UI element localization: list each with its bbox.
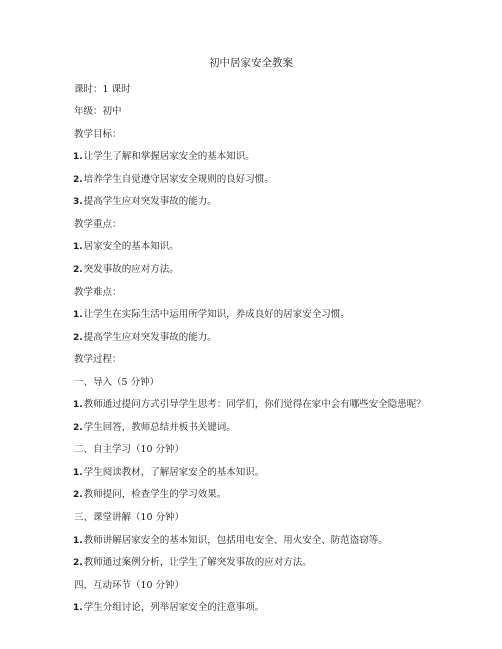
line-text: 教学难点：: [74, 286, 122, 298]
text-line: [73, 308, 350, 322]
line-number: 2.: [73, 558, 83, 568]
line-text: 三、课堂讲解（10 分钟）: [74, 511, 185, 523]
line-number: 1.: [73, 467, 83, 478]
line-text: 教学过程：: [74, 354, 122, 366]
line-text: 四、互动环节（10 分钟）: [74, 579, 185, 591]
text-line: [73, 376, 159, 390]
text-line: [73, 218, 122, 232]
line-text: 教师讲解居家安全的基本知识，包括用电安全、用火安全、防范盗窃等。: [83, 534, 388, 546]
line-text: 居家安全的基本知识。: [83, 241, 179, 253]
line-number: 1.: [73, 310, 83, 320]
document-title: 初中居家安全教案: [209, 57, 293, 69]
text-line: [73, 105, 122, 119]
line-text: 突发事故的应对方法。: [83, 263, 179, 275]
text-line: [73, 443, 184, 457]
line-number: 3.: [73, 197, 83, 208]
line-number: 2.: [73, 174, 83, 185]
line-number: 2.: [73, 490, 83, 501]
line-number: 1.: [73, 152, 83, 163]
line-text: 学生分组讨论，列举居家安全的注意事项。: [83, 602, 265, 614]
text-line: [73, 83, 131, 97]
line-number: 2.: [73, 332, 83, 343]
text-line: [73, 534, 388, 548]
text-line: [73, 263, 179, 277]
text-line: [73, 173, 274, 187]
line-text: 教师通过案例分析，让学生了解突发事故的应对方法。: [83, 557, 312, 568]
line-text: 教师提问，检查学生的学习效果。: [83, 489, 227, 501]
line-number: 1.: [73, 603, 83, 614]
text-line: [73, 556, 312, 570]
line-text: 学生回答，教师总结并板书关键词。: [83, 421, 236, 433]
text-line: [73, 128, 122, 142]
line-text: 提高学生应对突发事故的能力。: [83, 331, 217, 343]
text-line: [73, 466, 264, 480]
line-text: 培养学生自觉遵守居家安全规则的良好习惯。: [83, 173, 274, 185]
text-line: [73, 353, 122, 367]
text-line: [73, 488, 226, 502]
line-number: 1.: [73, 242, 83, 253]
line-text: 一、导入（5 分钟）: [74, 376, 160, 388]
text-line: [73, 195, 217, 209]
line-text: 课时：1 课时: [74, 83, 131, 95]
line-text: 年级：初中: [74, 106, 122, 117]
line-text: 让学生了解和掌握居家安全的基本知识。: [83, 151, 255, 163]
text-line: [73, 331, 217, 345]
line-text: 提高学生应对突发事故的能力。: [83, 196, 217, 208]
line-number: 2.: [73, 264, 83, 275]
line-number: 2.: [73, 422, 83, 433]
text-line: [73, 398, 426, 412]
text-line: [73, 286, 122, 300]
line-text: 学生阅读教材，了解居家安全的基本知识。: [83, 466, 265, 478]
text-line: [73, 240, 179, 254]
text-line: [73, 150, 255, 164]
line-text: 让学生在实际生活中运用所学知识，养成良好的居家安全习惯。: [83, 309, 350, 320]
line-text: 教学重点：: [74, 218, 122, 230]
text-line: [73, 579, 184, 593]
text-line: [73, 511, 184, 525]
line-text: 教师通过提问方式引导学生思考：同学们，你们觉得在家中会有哪些安全隐患呢？: [83, 399, 426, 411]
line-number: 1.: [73, 535, 83, 546]
text-line: [73, 421, 236, 435]
line-number: 1.: [73, 400, 83, 411]
text-line: [73, 601, 264, 615]
line-text: 二、自主学习（10 分钟）: [74, 444, 185, 456]
line-text: 教学目标：: [74, 128, 122, 140]
